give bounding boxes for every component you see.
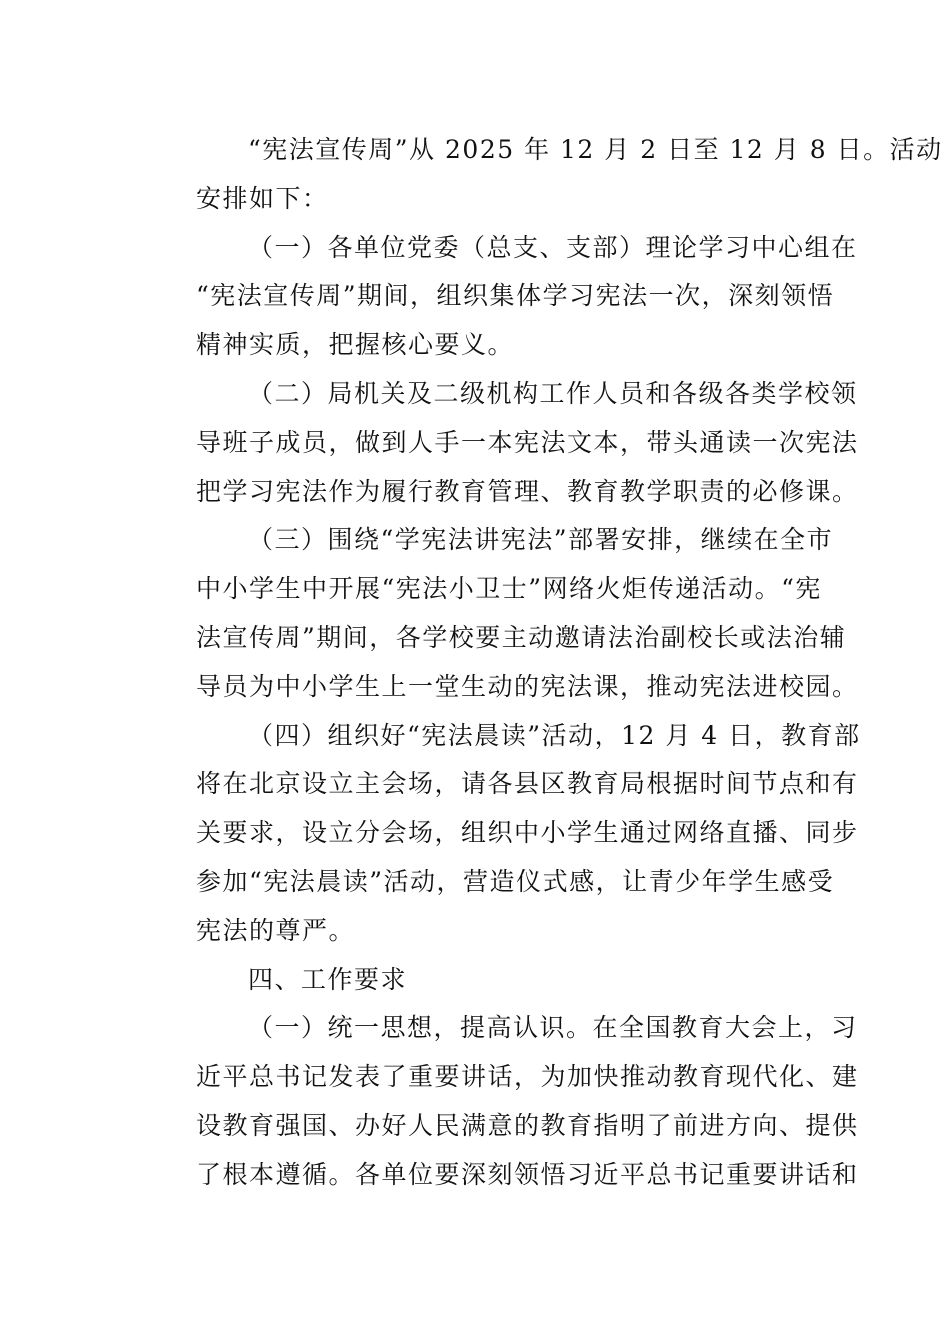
document-page xyxy=(146,126,943,1200)
text-line: 近平总书记发表了重要讲话，为加快推动教育现代化、建 xyxy=(196,1062,859,1092)
text-line: 导员为中小学生上一堂生动的宪法课，推动宪法进校园。 xyxy=(196,671,859,701)
paragraph-item-4 xyxy=(146,712,861,956)
text-line: （四）组织好“宪法晨读”活动，12 月 4 日，教育部 xyxy=(248,720,861,750)
paragraph-requirement-1 xyxy=(146,1004,859,1199)
text-line: 安排如下： xyxy=(196,183,329,213)
text-line: （三）围绕“学宪法讲宪法”部署安排，继续在全市 xyxy=(248,525,834,555)
text-line: 参加“宪法晨读”活动，营造仪式感，让青少年学生感受 xyxy=(196,866,835,896)
paragraph-item-1 xyxy=(146,224,858,370)
text-line: 中小学生中开展“宪法小卫士”网络火炬传递活动。“宪 xyxy=(196,574,822,604)
text-line: “宪法宣传周”期间，组织集体学习宪法一次，深刻领悟 xyxy=(196,281,835,311)
text-line: 宪法的尊严。 xyxy=(196,915,356,945)
paragraph-item-2 xyxy=(146,370,859,516)
text-line: （一）各单位党委（总支、支部）理论学习中心组在 xyxy=(248,232,858,262)
text-line: 了根本遵循。各单位要深刻领悟习近平总书记重要讲话和 xyxy=(196,1159,859,1189)
text-line: 精神实质，把握核心要义。 xyxy=(196,330,515,360)
text-line: 将在北京设立主会场，请各县区教育局根据时间节点和有 xyxy=(196,769,859,799)
text-line: 导班子成员，做到人手一本宪法文本，带头通读一次宪法 xyxy=(196,427,859,457)
paragraph-intro xyxy=(146,126,943,224)
section-heading-text: 四、工作要求 xyxy=(248,964,408,994)
text-line: “宪法宣传周”从 2025 年 12 月 2 日至 12 月 8 日。活动 xyxy=(248,135,943,164)
text-line: （二）局机关及二级机构工作人员和各级各类学校领 xyxy=(248,378,858,408)
text-line: 把学习宪法作为履行教育管理、教育教学职责的必修课。 xyxy=(196,476,859,506)
paragraph-item-3 xyxy=(146,516,859,711)
text-line: 关要求，设立分会场，组织中小学生通过网络直播、同步 xyxy=(196,818,859,848)
text-line: （一）统一思想，提高认识。在全国教育大会上，习 xyxy=(248,1013,858,1043)
section-heading xyxy=(146,956,808,1005)
text-line: 法宣传周”期间，各学校要主动邀请法治副校长或法治辅 xyxy=(196,622,847,652)
text-line: 设教育强国、办好人民满意的教育指明了前进方向、提供 xyxy=(196,1110,859,1140)
